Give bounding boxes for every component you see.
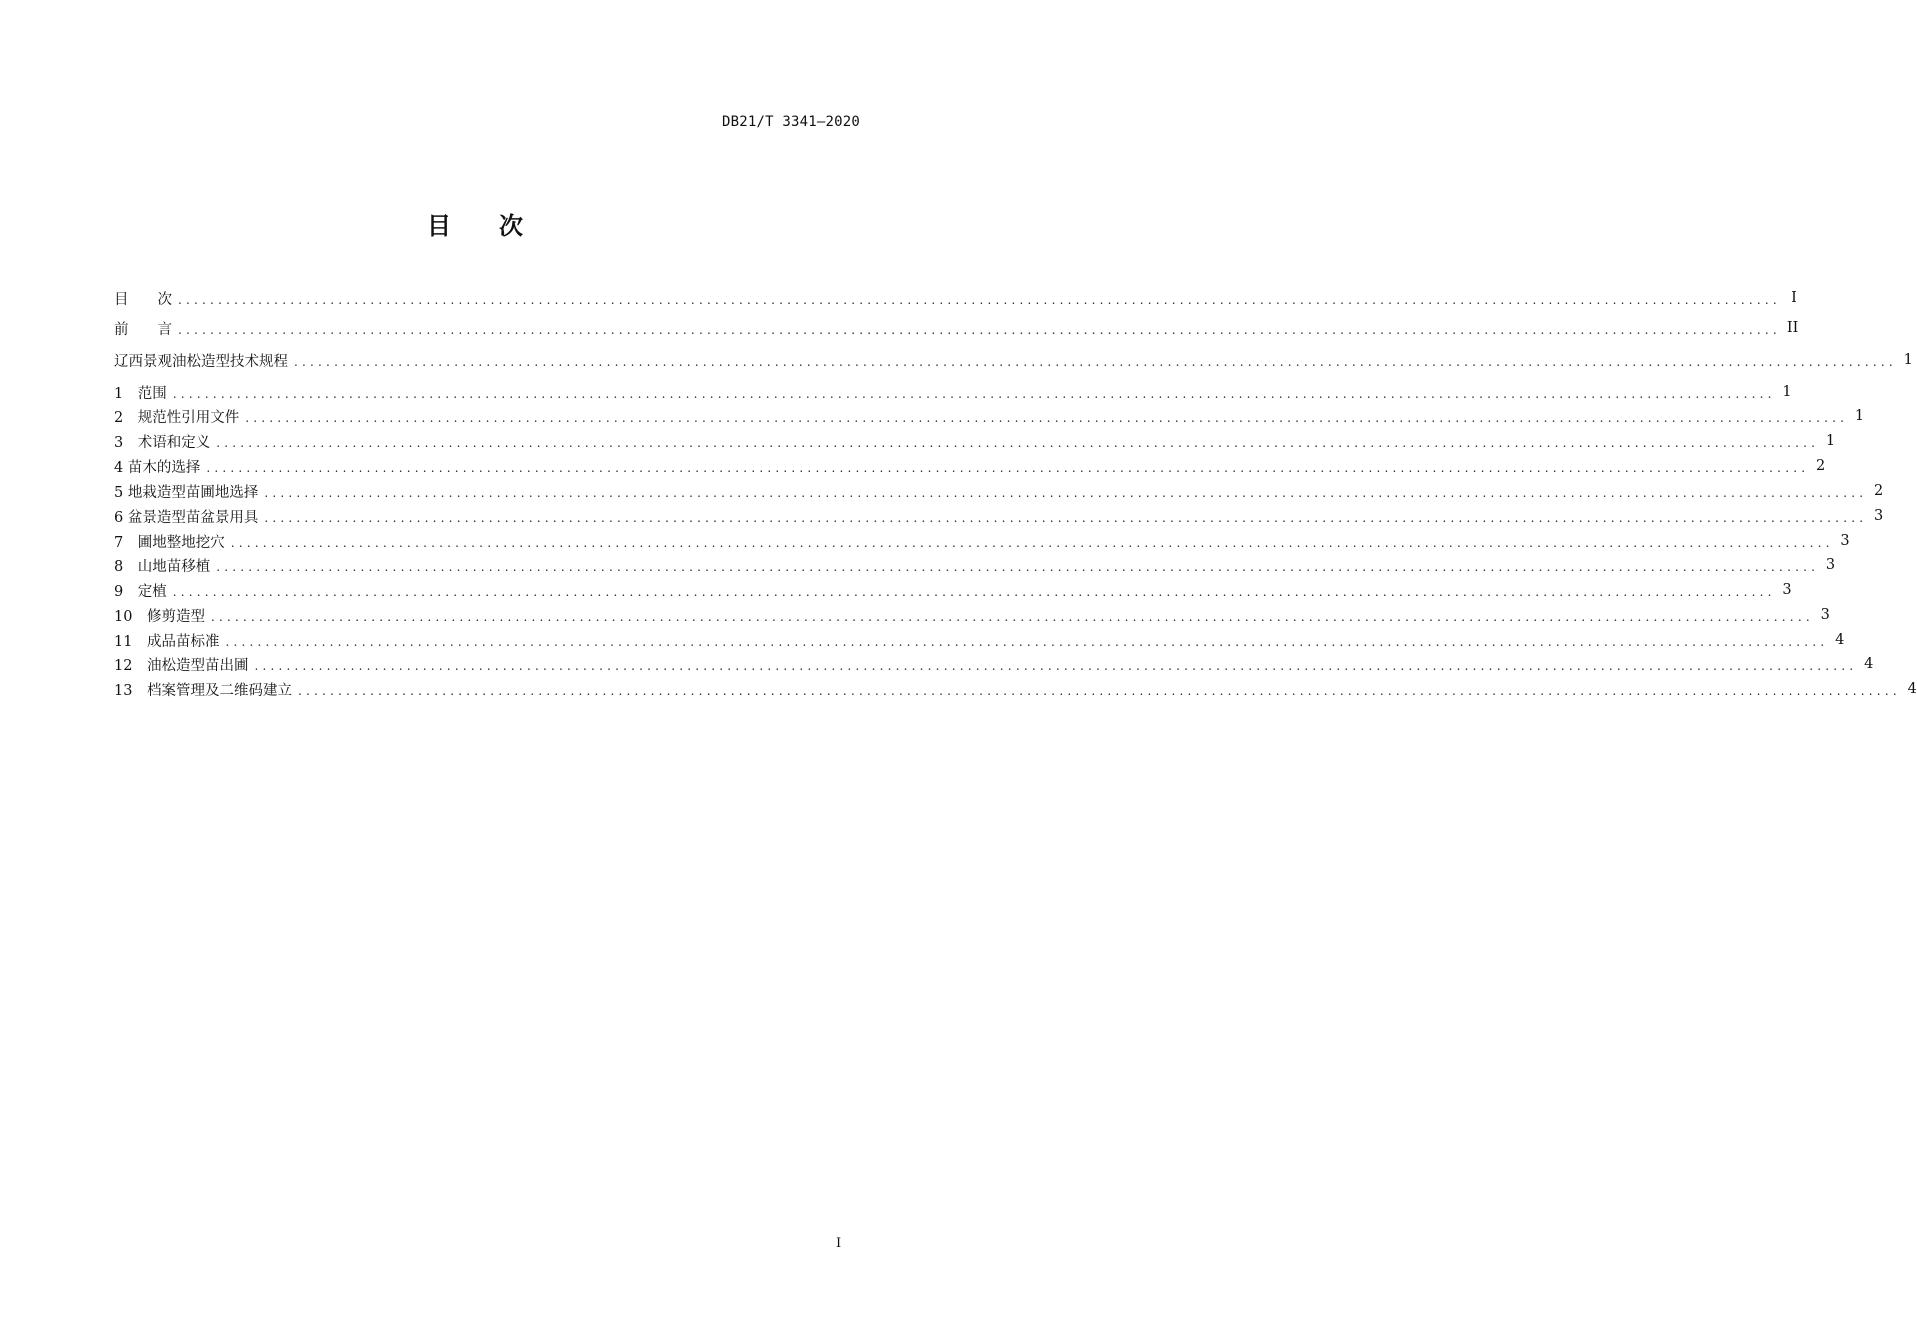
toc-entry-4[interactable] [114,454,1826,478]
toc-entry-10[interactable] [114,603,1830,627]
toc-entry-label: 前 言 [114,321,172,338]
toc-entry-contents[interactable] [114,286,1797,310]
toc-entry-13[interactable] [114,677,1917,701]
toc-entry-page: 3 [1874,508,1884,524]
leader-dots: ........................................................................................................................................................................................................ [264,486,1868,500]
toc-entry-1[interactable] [114,380,1792,404]
toc-entry-foreword[interactable] [114,316,1799,340]
leader-dots: ........................................................................................................................................................................................................ [294,355,1897,369]
toc-entry-11[interactable] [114,628,1845,652]
leader-dots: ........................................................................................................................................................................................................ [230,536,1834,550]
toc-entry-9[interactable] [114,578,1792,602]
leader-dots: ........................................................................................................................................................................................................ [264,511,1868,525]
toc-entry-page: 3 [1820,607,1830,623]
leader-dots: ........................................................................................................................................................................................................ [210,610,1814,624]
title-char-2: 次 [499,212,523,240]
toc-entry-label: 3 术语和定义 [114,434,211,451]
toc-entry-label: 6 盆景造型苗盆景用具 [114,509,259,526]
leader-dots: ........................................................................................................................................................................................................ [206,461,1810,475]
toc-entry-page: 4 [1864,656,1874,672]
toc-entry-label: 12 油松造型苗出圃 [114,657,249,674]
toc-entry-label: 辽西景观油松造型技术规程 [114,353,288,370]
leader-dots: ........................................................................................................................................................................................................ [172,585,1776,599]
toc-entry-label: 8 山地苗移植 [114,558,211,575]
toc-entry-label: 4 苗木的选择 [114,459,201,476]
toc-entry-page: 4 [1907,681,1917,697]
leader-dots: ........................................................................................................................................................................................................ [245,411,1849,425]
toc-entry-label: 10 修剪造型 [114,608,205,625]
toc-entry-label: 9 定植 [114,583,167,600]
toc-entry-12[interactable] [114,652,1874,676]
toc-entry-label: 11 成品苗标准 [114,633,220,650]
toc-entry-page: 3 [1782,582,1792,598]
toc-entry-2[interactable] [114,404,1865,428]
toc-entry-page: 2 [1816,458,1826,474]
toc-entry-page: 1 [1825,433,1836,449]
toc-entry-page: II [1786,320,1799,336]
toc-entry-page: 3 [1825,557,1836,573]
toc-entry-5[interactable] [114,479,1884,503]
toc-entry-label: 5 地栽造型苗圃地选择 [114,484,259,501]
leader-dots: ........................................................................................................................................................................................................ [216,560,1820,574]
leader-dots: ........................................................................................................................................................................................................ [297,684,1901,698]
page-title [0,206,950,241]
leader-dots: ........................................................................................................................................................................................................ [254,659,1858,673]
leader-dots: ........................................................................................................................................................................................................ [178,293,1781,307]
leader-dots: ........................................................................................................................................................................................................ [178,323,1781,337]
document-code: DB21/T 3341—2020 [721,114,860,130]
toc-entry-3[interactable] [114,429,1836,453]
leader-dots: ........................................................................................................................................................................................................ [216,436,1820,450]
toc-entry-7[interactable] [114,529,1850,553]
leader-dots: ........................................................................................................................................................................................................ [172,387,1776,401]
toc-entry-page: 1 [1782,384,1792,400]
toc-entry-page: 3 [1840,533,1850,549]
leader-dots: ........................................................................................................................................................................................................ [225,635,1829,649]
page-number: I [836,1236,842,1251]
toc-entry-8[interactable] [114,553,1836,577]
title-char-1: 目 [427,212,451,240]
toc-entry-page: 4 [1835,632,1845,648]
toc-entry-label: 2 规范性引用文件 [114,409,240,426]
toc-entry-page: 1 [1903,352,1913,368]
toc-entry-page: 1 [1854,408,1865,424]
toc-entry-page: 2 [1874,483,1884,499]
toc-entry-label: 7 圃地整地挖穴 [114,534,225,551]
toc-entry-page: I [1791,290,1797,306]
toc-entry-6[interactable] [114,504,1884,528]
toc-entry-label: 1 范围 [114,385,167,402]
toc-entry-label: 13 档案管理及二维码建立 [114,682,292,699]
toc-entry-standard-title[interactable] [114,348,1913,372]
toc-entry-label: 目 次 [114,291,172,308]
